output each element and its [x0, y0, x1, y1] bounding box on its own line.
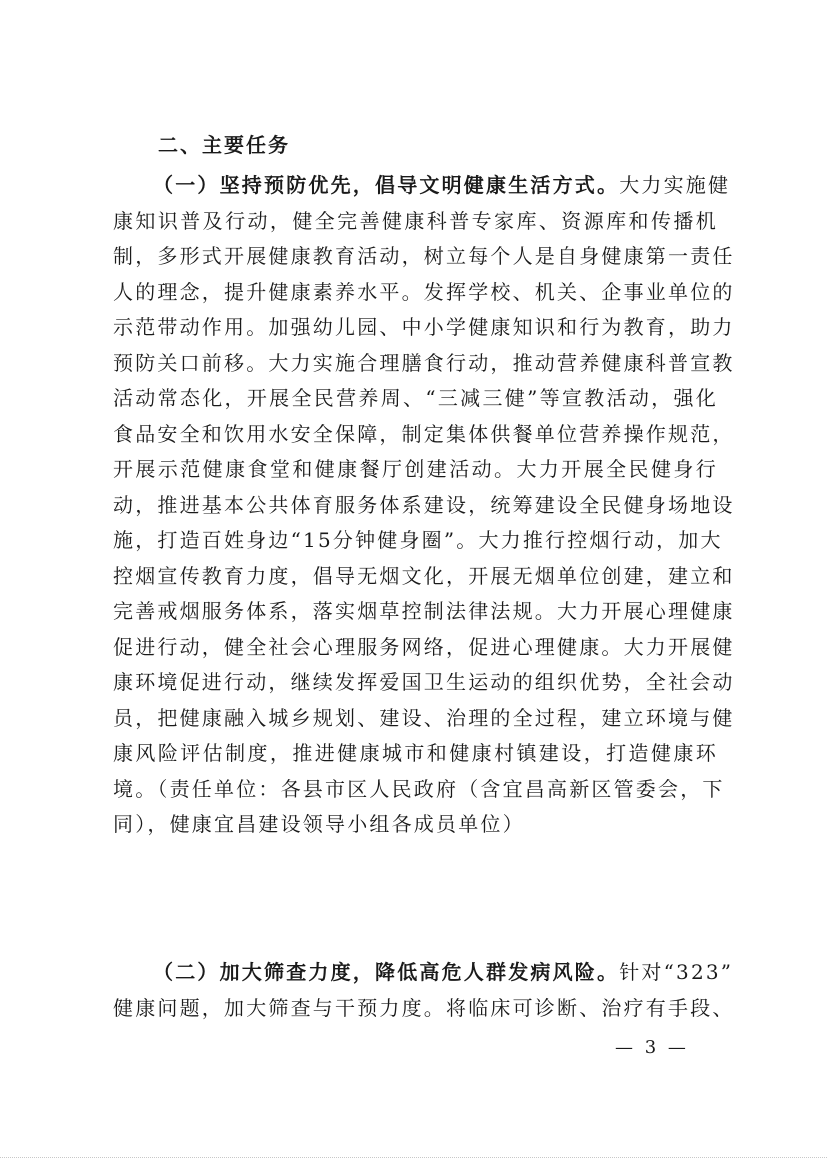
paragraph-text: 大力实施健 [619, 173, 731, 197]
paragraph-line [113, 955, 734, 991]
paragraph-line: 控烟宣传教育力度，倡导无烟文化，开展无烟单位创建，建立和 [113, 563, 735, 588]
paragraph-line: 施，打造百姓身边“15分钟健身圈”。大力推行控烟行动，加大 [113, 528, 723, 552]
paragraph-line: 人的理念，提升健康素养水平。发挥学校、机关、企事业单位的 [113, 279, 735, 304]
paragraph-line: 食品安全和饮用水安全保障，制定集体供餐单位营养操作规范， [113, 421, 735, 446]
section-heading: 二、主要任务 [158, 133, 290, 157]
paragraph-line: 促进行动，健全社会心理服务网络，促进心理健康。大力开展健 [113, 634, 735, 659]
paragraph-1 [113, 168, 735, 843]
scan-edge-divider [0, 1157, 827, 1158]
paragraph-line: 开展示范健康食堂和健康餐厅创建活动。大力开展全民健身行 [113, 457, 718, 481]
paragraph-line: 动，推进基本公共体育服务体系建设，统筹建设全民健身场地设 [113, 492, 735, 517]
paragraph-line: 预防关口前移。大力实施合理膳食行动，推动营养健康科普宣教 [113, 350, 735, 375]
paragraph-line: 完善戒烟服务体系，落实烟草控制法律法规。大力开展心理健康 [113, 599, 735, 623]
paragraph-line: 境。（责任单位：各县市区人民政府（含宜昌高新区管委会，下 [113, 776, 725, 801]
paragraph-lead: （一）坚持预防优先，倡导文明健康生活方式。 [153, 173, 620, 197]
paragraph-lead: （二）加大筛查力度，降低高危人群发病风险。 [153, 960, 620, 984]
paragraph-line: 康风险评估制度，推进健康城市和健康村镇建设，打造健康环 [113, 741, 718, 765]
paragraph-line: 制，多形式开展健康教育活动，树立每个人是自身健康第一责任 [113, 244, 735, 268]
paragraph-text: 针对“323” [619, 960, 734, 984]
paragraph-line: 示范带动作用。加强幼儿园、中小学健康知识和行为教育，助力 [113, 315, 735, 339]
paragraph-line: 健康问题，加大筛查与干预力度。将临床可诊断、治疗有手段、 [113, 995, 735, 1020]
page-number: — 3 — [615, 1037, 689, 1058]
paragraph-line: 活动常态化，开展全民营养周、“三减三健”等宣教活动，强化 [113, 386, 718, 410]
paragraph-line: 康知识普及行动，健全完善健康科普专家库、资源库和传播机 [113, 208, 718, 233]
paragraph-2 [113, 955, 735, 1026]
paragraph-line: 康环境促进行动，继续发挥爱国卫生运动的组织优势，全社会动 [113, 670, 735, 694]
paragraph-line: 同），健康宜昌建设领导小组各成员单位） [113, 812, 525, 836]
paragraph-line: 员，把健康融入城乡规划、建设、治理的全过程，建立环境与健 [113, 705, 735, 730]
paragraph-line [113, 168, 731, 204]
